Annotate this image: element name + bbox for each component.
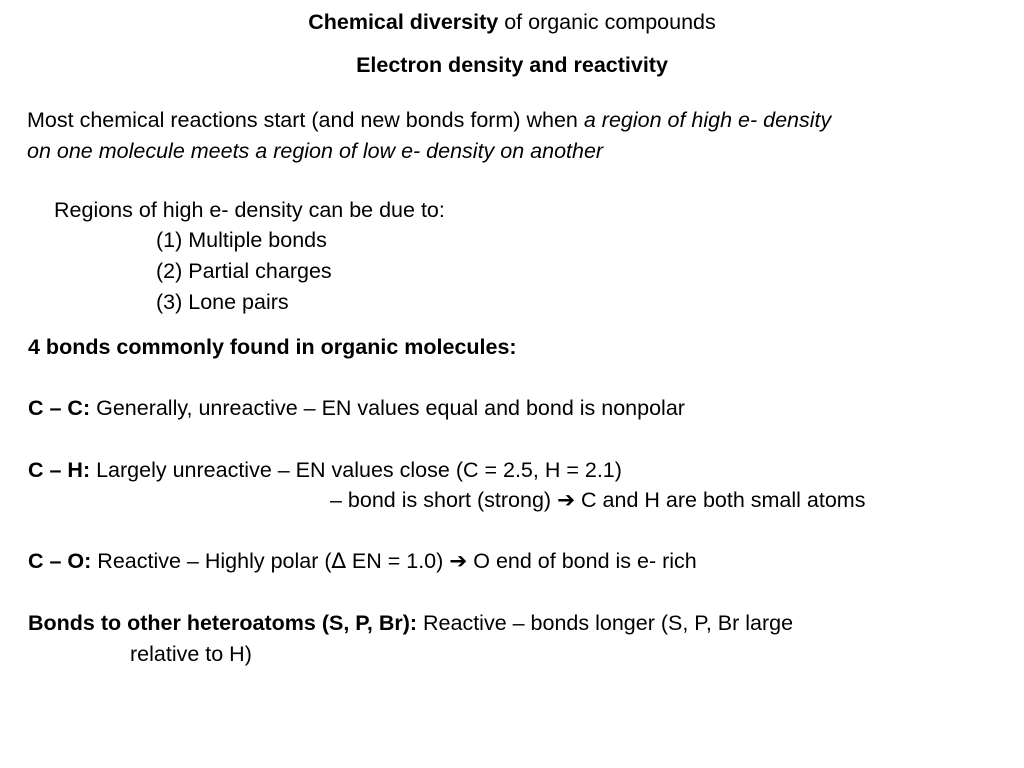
- bond-hetero-line-2: relative to H): [130, 642, 252, 666]
- regions-item-2: (2) Partial charges: [156, 259, 332, 283]
- title-bold: Chemical diversity: [308, 10, 499, 34]
- bonds-heading: 4 bonds commonly found in organic molecules:: [28, 335, 517, 359]
- title-rest: of organic compounds: [498, 10, 716, 34]
- bond-ch: [28, 457, 622, 483]
- regions-item-3: (3) Lone pairs: [156, 290, 289, 314]
- bond-co-label: C – O:: [28, 549, 92, 573]
- bond-hetero-label: Bonds to other heteroatoms (S, P, Br):: [28, 611, 418, 635]
- intro-line-1: [27, 107, 831, 133]
- bond-co: [28, 548, 697, 575]
- bond-cc-text: Generally, unreactive – EN values equal and bond is nonpolar: [90, 396, 685, 420]
- bond-ch-text: Largely unreactive – EN values close (C = 2.5, H = 2.1): [90, 458, 622, 482]
- bond-co-text-b: EN = 1.0): [345, 549, 450, 573]
- intro-plain: Most chemical reactions start (and new bonds form) when: [27, 108, 584, 132]
- intro-line-2: on one molecule meets a region of low e- density on another: [27, 139, 604, 163]
- right-arrow-icon: ➔: [449, 549, 468, 574]
- bond-cc: [28, 395, 685, 421]
- bond-co-text-a: Reactive – Highly polar (: [91, 549, 332, 573]
- bond-cc-label: C – C:: [28, 396, 91, 420]
- intro-italic-1: a region of high e- density: [583, 108, 832, 132]
- bond-ch-line2-a: – bond is short (strong): [330, 488, 558, 512]
- right-arrow-icon: ➔: [557, 488, 576, 513]
- delta-symbol: ∆: [331, 549, 346, 574]
- bond-hetero: [28, 610, 793, 636]
- bond-ch-line2-b: C and H are both small atoms: [575, 488, 866, 512]
- slide-subtitle: Electron density and reactivity: [356, 53, 668, 77]
- bond-co-text-c: O end of bond is e- rich: [467, 549, 697, 573]
- slide-title: [0, 9, 1024, 35]
- regions-item-1: (1) Multiple bonds: [156, 228, 327, 252]
- regions-heading: Regions of high e- density can be due to:: [54, 198, 445, 222]
- bond-ch-line-2: [330, 487, 865, 514]
- bond-ch-label: C – H:: [28, 458, 91, 482]
- bond-hetero-text: Reactive – bonds longer (S, P, Br large: [417, 611, 794, 635]
